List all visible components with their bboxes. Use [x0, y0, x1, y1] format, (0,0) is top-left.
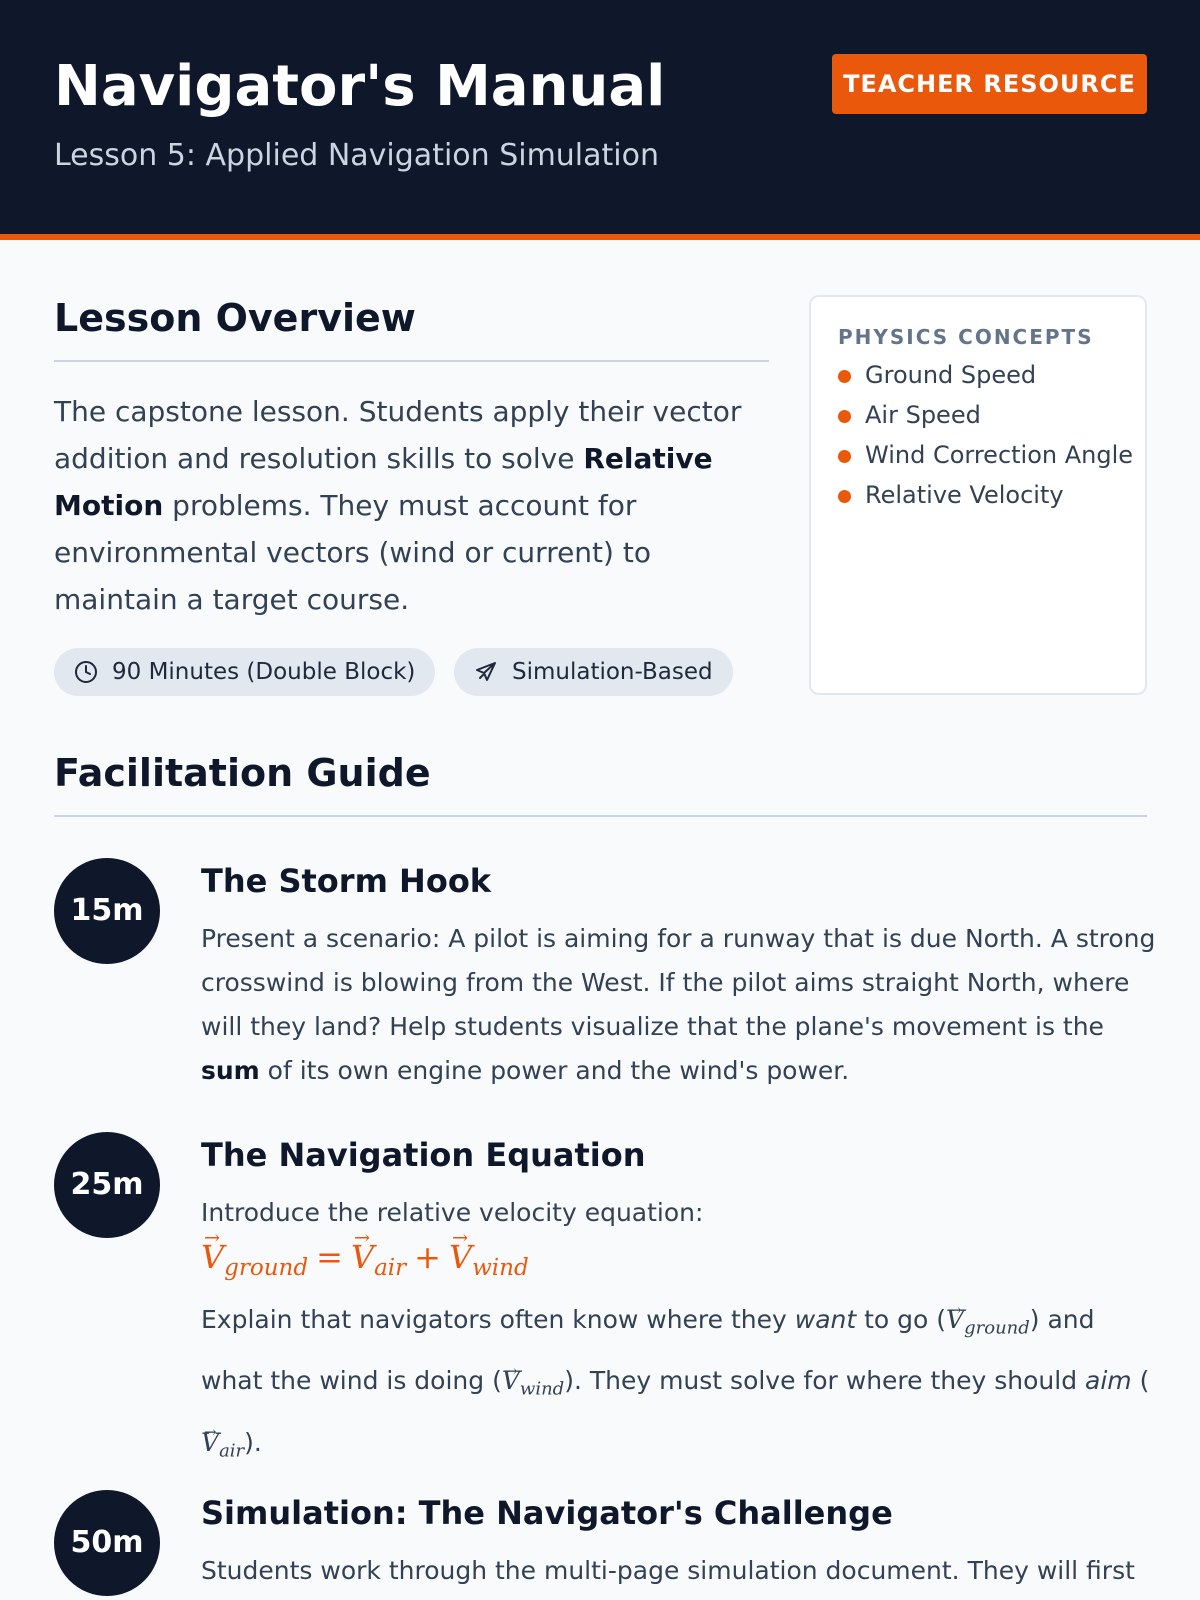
- bullet-dot-icon: [838, 490, 851, 503]
- step-duration-badge: 15m: [54, 858, 160, 964]
- step-title: Simulation: The Navigator's Challenge: [201, 1494, 893, 1532]
- step-description: Students work through the multi-page simulation document. They will first: [201, 1556, 1135, 1585]
- concept-item: Relative Velocity: [838, 481, 1064, 509]
- duration-label: 90 Minutes (Double Block): [112, 659, 416, 685]
- physics-concepts-card: [809, 295, 1147, 695]
- step-title: The Storm Hook: [201, 862, 492, 900]
- overview-divider: [54, 360, 769, 362]
- overview-text: The capstone lesson. Students apply their vector addition and resolution skills to solve Relative Motion problems. They must account for environmental vectors (wind or current) to maintain a target course.: [54, 395, 742, 616]
- step-duration-badge: 25m: [54, 1132, 160, 1238]
- bullet-dot-icon: [838, 450, 851, 463]
- facilitation-guide-heading: Facilitation Guide: [54, 751, 431, 795]
- format-label: Simulation-Based: [512, 659, 713, 685]
- bullet-dot-icon: [838, 410, 851, 423]
- concept-item: Ground Speed: [838, 361, 1036, 389]
- format-pill: [454, 648, 733, 696]
- bullet-dot-icon: [838, 370, 851, 383]
- plane-icon: [474, 660, 498, 684]
- clock-icon: [74, 660, 98, 684]
- page-header: [0, 0, 1200, 240]
- duration-pill: [54, 648, 435, 696]
- relative-velocity-equation: → $V_{ground} =\to V_{air} +\to V_{wind}$: [201, 1238, 529, 1281]
- teacher-resource-badge: TEACHER RESOURCE: [832, 54, 1147, 114]
- concepts-heading: PHYSICS CONCEPTS: [838, 325, 1094, 349]
- page-subtitle: Lesson 5: Applied Navigation Simulation: [54, 138, 659, 173]
- concept-item: Air Speed: [838, 401, 981, 429]
- concept-item: Wind Correction Angle: [838, 441, 1133, 469]
- step-explanation: Explain that navigators often know where they want to go (→ $V_{ground}$) and what the wind is doing (→ $V_{wind}$). They must solve for where they should aim (→ $V_{air}$).: [201, 1293, 1161, 1477]
- page-title: Navigator's Manual: [54, 54, 666, 119]
- lesson-overview-heading: Lesson Overview: [54, 296, 416, 340]
- facilitation-divider: [54, 815, 1147, 817]
- step-intro: Introduce the relative velocity equation:: [201, 1198, 704, 1227]
- step-description: Present a scenario: A pilot is aiming for a runway that is due North. A strong crosswind is blowing from the West. If the pilot aims straight North, where will they land? Help students visualize that the plane's movement is the sum of its own engine power and the wind's power.: [201, 924, 1156, 1085]
- step-title: The Navigation Equation: [201, 1136, 646, 1174]
- step-duration-badge: 50m: [54, 1490, 160, 1596]
